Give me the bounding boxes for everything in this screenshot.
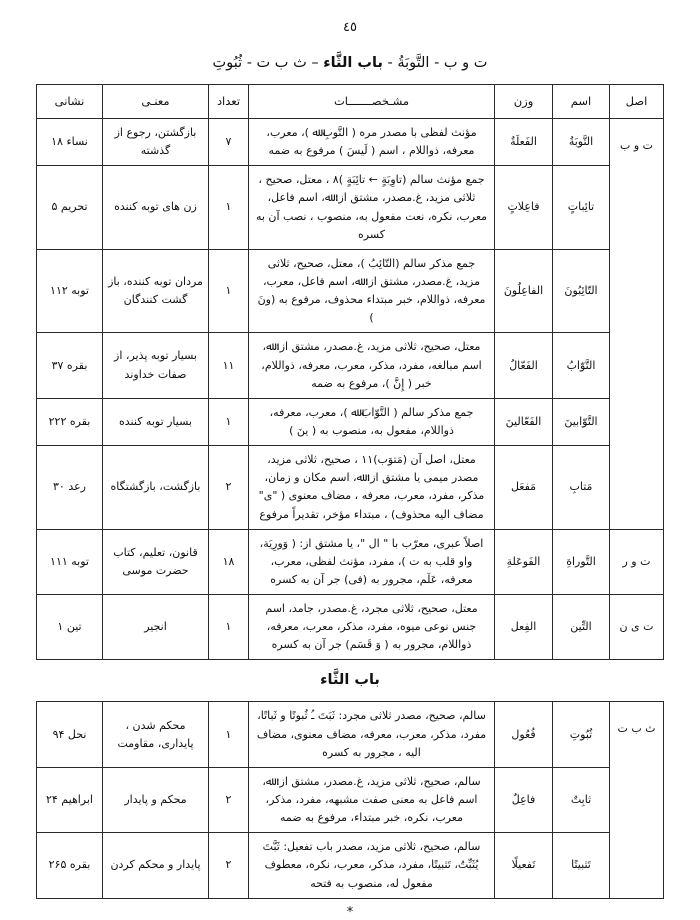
header-meaning: معنـى (103, 85, 209, 119)
meaning-cell: بازگشتن، رجوع از گذشته (103, 118, 209, 165)
reference-cell: توبه ۱۱۱ (37, 529, 103, 594)
noun-cell: ثُبُوتِ (553, 702, 610, 767)
meaning-cell: بسيار توبه پذير، از صفات خداوند (103, 333, 209, 398)
table-row (37, 767, 664, 832)
pattern-cell: الفَعّالينَ (495, 398, 553, 445)
meaning-cell: قانون، تعليم، كتاب حضرت موسى (103, 529, 209, 594)
table-row (37, 249, 664, 333)
noun-cell: تائِباتٍ (553, 166, 610, 250)
table-row (37, 398, 664, 445)
reference-cell: ابراهيم ۲۴ (37, 767, 103, 832)
characteristics-cell: سالم، صحيح، ثلاثى مزيد، مصدر باب تفعيل: ثَبَّتَ يُثَبِّتُ، تَثبيتًا، مفرد، مذكر، معرب، نكره، معطوف مفعول له، منصوب به فتحه (249, 833, 495, 898)
count-cell: ۱ (209, 702, 249, 767)
header-pattern: وزن (495, 85, 553, 119)
characteristics-cell: اصلاً عبرى، معرّب با " ال "، يا مشتق از: ( وَورِيَة، واو قلب به ت )، مفرد، مؤنث لفظى، معرب، معرفه، عَلَم، مجرور به (فى) جر آن به كسره (249, 529, 495, 594)
characteristics-cell: جمع مذكر سالم ( التَّوّابَ ﷲ )، معرب، معرفه، ذواللام، مفعول به، منصوب به ( ينَ ) (249, 398, 495, 445)
reference-cell: تحريم ۵ (37, 166, 103, 250)
characteristics-cell: سالم، صحيح، مصدر ثلاثى مجرد: ثَبَتَ ـُ ثُبوتًا و ثَباتًا، مفرد، مذكر، معرب، معرفه، مضاف معنوى، مضاف اليه ، مجرور به كسره (249, 702, 495, 767)
characteristics-cell: معتل، صحيح، ثلاثى مجرد، غ.مصدر، جامد، اسم جنس نوعى ميوه، مفرد، مذكر، معرب، معرفه، ذواللام، مجرور به ( وَ قَسَم) جر آن به كسره (249, 595, 495, 660)
pattern-cell: فاعِلٌ (495, 767, 553, 832)
noun-cell: التَّوبَةُ (553, 118, 610, 165)
reference-cell: توبه ۱۱۲ (37, 249, 103, 333)
meaning-cell: بسيار توبه كننده (103, 398, 209, 445)
characteristics-cell: سالم، صحيح، ثلاثى مزيد، غ.مصدر، مشتق از: ﷲ، اسم فاعل به معنى صفت مشبهه، مفرد، مذكر، معرب، نكره، خبر مبتداء، مرفوع به ضمه (249, 767, 495, 832)
header-count: تعداد (209, 85, 249, 119)
reference-cell: رعد ۳۰ (37, 446, 103, 530)
root-cell: ت ى ن (610, 595, 664, 660)
header-reference: نشانى (37, 85, 103, 119)
characteristics-cell: معتل، اصل آن (مَتوَب)۱۱ ، صحيح، ثلاثى مزيد، مصدر ميمى يا مشتق از: ﷲ، اسم مكان و زمان، مذكر، مفرد، معرب، معرفه ، مضاف معنوى ( "ى" مضاف اليه محذوف) ، مبتداء مؤخر، تقديراً مرفوع (249, 446, 495, 530)
count-cell: ۱ (209, 249, 249, 333)
running-header (0, 55, 700, 71)
count-cell: ۲ (209, 446, 249, 530)
count-cell: ۱ (209, 398, 249, 445)
meaning-cell: مردان توبه كننده، باز گشت كنندگان (103, 249, 209, 333)
header-characteristics: مشـخصـــــــات (249, 85, 495, 119)
table-row (37, 529, 664, 594)
meaning-cell: محكم و پايدار (103, 767, 209, 832)
table-row (37, 595, 664, 660)
noun-cell: التِّين (553, 595, 610, 660)
count-cell: ۱۱ (209, 333, 249, 398)
pattern-cell: الفِعل (495, 595, 553, 660)
running-header-first-entry: ت و ب - التَّوبَةُ - (382, 55, 488, 71)
count-cell: ۱ (209, 166, 249, 250)
pattern-cell: الفَوعَلةِ (495, 529, 553, 594)
characteristics-cell: مؤنث لفظى با مصدر مره ( التَّوبِ ﷲ )، معرب، معرفه، ذواللام ، اسم ( لَيسَ ) مرفوع به ضمه (249, 118, 495, 165)
count-cell: ۱۸ (209, 529, 249, 594)
pattern-cell: الفَعلَةُ (495, 118, 553, 165)
table-header-row (37, 85, 664, 119)
table-row (37, 118, 664, 165)
reference-cell: نحل ۹۴ (37, 702, 103, 767)
meaning-cell: بازگشت، بازگشتگاه (103, 446, 209, 530)
running-header-last-entry: – ث ب ت - ثُبُوتِ (212, 55, 324, 71)
root-cell: ت و ر (610, 529, 664, 594)
table-row (37, 446, 664, 530)
reference-cell: نساء ۱۸ (37, 118, 103, 165)
pattern-cell: فاعِلاتٍ (495, 166, 553, 250)
morphology-table-tha (36, 701, 664, 898)
meaning-cell: زن هاى توبه كننده (103, 166, 209, 250)
noun-cell: تَثبيتًا (553, 833, 610, 898)
meaning-cell: محكم شدن ، پايدارى، مقاومت (103, 702, 209, 767)
noun-cell: التَّوّابينَ (553, 398, 610, 445)
characteristics-cell: معتل، صحيح، ثلاثى مزيد، غ.مصدر، مشتق از: ﷲ، اسم مبالغه، مفرد، مذكر، معرب، معرفه، ذواللام، خبر ( إِنَّ )، مرفوع به ضمه (249, 333, 495, 398)
characteristics-cell: جمع مؤنث سالم (تاوِبَةٍ ← تائِبَةٍ )۸ ، معتل، صحيح ، ثلاثى مزيد، غ.مصدر، مشتق از: ﷲ، اسم فاعل، معرب، نكره، نعت مفعول به، منصوب ، نصب آن به كسره (249, 166, 495, 250)
reference-cell: تين ۱ (37, 595, 103, 660)
count-cell: ۲ (209, 767, 249, 832)
root-cell: ت و ب (610, 118, 664, 529)
count-cell: ۲ (209, 833, 249, 898)
pattern-cell: الفَعّالُ (495, 333, 553, 398)
noun-cell: التَّوراةِ (553, 529, 610, 594)
table-row (37, 166, 664, 250)
count-cell: ۱ (209, 595, 249, 660)
header-root: اصل (610, 85, 664, 119)
reference-cell: بقره ۲۲۲ (37, 398, 103, 445)
meaning-cell: پايدار و محكم كردن (103, 833, 209, 898)
meaning-cell: انجير (103, 595, 209, 660)
reference-cell: بقره ۲۶۵ (37, 833, 103, 898)
pattern-cell: الفاعِلُونَ (495, 249, 553, 333)
table-row (37, 702, 664, 767)
reference-cell: بقره ۳۷ (37, 333, 103, 398)
table-row (37, 833, 664, 898)
count-cell: ۷ (209, 118, 249, 165)
morphology-table-ta (36, 84, 664, 660)
root-cell: ث ب ت (610, 702, 664, 898)
characteristics-cell: جمع مذكر سالم (التّائِبُ )، معتل، صحيح، ثلاثى مزيد، غ.مصدر، مشتق از: ﷲ، اسم فاعل، معرب، معرفه، ذواللام، خبر مبتداء محذوف، مرفوع به (ونَ ) (249, 249, 495, 333)
header-noun: اسم (553, 85, 610, 119)
page-number: ٤٥ (343, 20, 357, 35)
table-row (37, 333, 664, 398)
pattern-cell: فُعُول (495, 702, 553, 767)
footnote-separator: * (346, 904, 354, 920)
chapter-heading: باب الثَّاء (320, 672, 380, 689)
noun-cell: مَتابِ (553, 446, 610, 530)
noun-cell: التَّوّابُ (553, 333, 610, 398)
pattern-cell: تَفعيلًا (495, 833, 553, 898)
noun-cell: ثابِتٌ (553, 767, 610, 832)
noun-cell: التّائِبُونَ (553, 249, 610, 333)
pattern-cell: مَفعَل (495, 446, 553, 530)
running-header-chapter: باب الثَّاء (323, 55, 383, 71)
